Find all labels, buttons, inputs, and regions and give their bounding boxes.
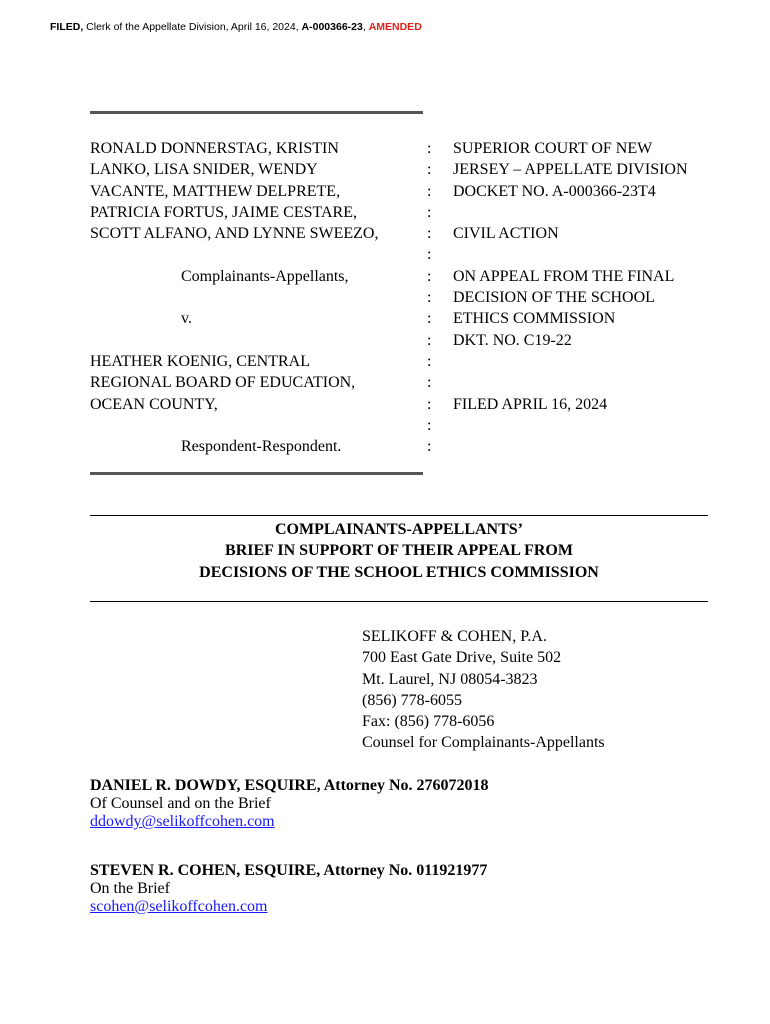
complainant-line: RONALD DONNERSTAG, KRISTIN	[90, 140, 339, 157]
caption-separator: :	[427, 289, 432, 307]
caption-separator: :	[427, 140, 432, 157]
appeal-line: ETHICS COMMISSION	[453, 310, 616, 328]
amended-status: AMENDED	[368, 21, 422, 33]
caption-separator: :	[427, 438, 432, 456]
court-line: SUPERIOR COURT OF NEW	[453, 140, 653, 157]
caption-separator: :	[427, 352, 432, 370]
caption-separator: :	[427, 331, 432, 349]
attorney-block	[90, 862, 487, 916]
caption-separator: :	[427, 225, 432, 243]
brief-title-line: COMPLAINANTS-APPELLANTS’	[274, 521, 523, 538]
filed-separator: ,	[362, 21, 369, 33]
court-line: JERSEY – APPELLATE DIVISION	[453, 161, 688, 179]
attorney-name: STEVEN R. COHEN, ESQUIRE, Attorney No. 011921977	[90, 862, 488, 879]
title-bottom-rule	[90, 601, 708, 602]
complainant-line: LANKO, LISA SNIDER, WENDY	[90, 161, 318, 179]
appeal-line: DECISION OF THE SCHOOL	[453, 289, 655, 307]
caption-separator: :	[427, 203, 432, 221]
firm-phone: (856) 778-6055	[362, 691, 462, 709]
complainant-line: PATRICIA FORTUS, JAIME CESTARE,	[90, 203, 357, 221]
caption-separator: :	[427, 246, 432, 264]
brief-title-line: BRIEF IN SUPPORT OF THEIR APPEAL FROM	[225, 542, 573, 560]
respondent-line: REGIONAL BOARD OF EDUCATION,	[90, 374, 356, 392]
firm-city: Mt. Laurel, NJ 08054-3823	[362, 670, 538, 688]
docket-number: DOCKET NO. A-000366-23T4	[453, 182, 656, 200]
attorney-block	[90, 777, 489, 831]
attorney-email-link[interactable]: ddowdy@selikoffcohen.com	[90, 813, 275, 830]
caption-top-rule	[90, 111, 423, 114]
firm-fax: Fax: (856) 778-6056	[362, 713, 495, 731]
brief-title-line: DECISIONS OF THE SCHOOL ETHICS COMMISSION	[199, 563, 599, 581]
caption-bottom-rule	[90, 472, 423, 475]
versus: v.	[181, 310, 192, 328]
caption-separator: :	[427, 310, 432, 328]
respondent-line: HEATHER KOENIG, CENTRAL	[90, 353, 310, 370]
firm-counsel-role: Counsel for Complainants-Appellants	[362, 734, 605, 752]
caption-separator-column	[427, 138, 439, 457]
attorney-role: On the Brief	[90, 880, 170, 897]
title-top-rule	[90, 515, 708, 516]
complainants-role: Complainants-Appellants,	[181, 267, 349, 285]
filed-date: FILED APRIL 16, 2024	[453, 395, 608, 413]
appeal-line: ON APPEAL FROM THE FINAL	[453, 267, 675, 285]
attorney-role: Of Counsel and on the Brief	[90, 795, 271, 812]
respondents-role: Respondent-Respondent.	[181, 438, 342, 456]
caption-separator: :	[427, 395, 432, 413]
caption-separator: :	[427, 161, 432, 179]
filed-docket-number: A-000366-23	[301, 21, 363, 33]
caption-separator: :	[427, 267, 432, 285]
caption-separator: :	[427, 182, 432, 200]
appeal-docket: DKT. NO. C19-22	[453, 331, 572, 349]
attorney-name: DANIEL R. DOWDY, ESQUIRE, Attorney No. 276072018	[90, 777, 489, 794]
firm-block	[362, 626, 605, 754]
respondent-line: OCEAN COUNTY,	[90, 395, 218, 413]
filed-stamp	[50, 21, 422, 33]
brief-title	[90, 519, 708, 583]
firm-name: SELIKOFF & COHEN, P.A.	[362, 628, 547, 645]
civil-action: CIVIL ACTION	[453, 225, 559, 243]
caption-separator: :	[427, 374, 432, 392]
attorney-email-link[interactable]: scohen@selikoffcohen.com	[90, 898, 268, 915]
caption-separator: :	[427, 416, 432, 434]
firm-address: 700 East Gate Drive, Suite 502	[362, 649, 562, 667]
filed-stamp-text: Clerk of the Appellate Division, April 16, 2024,	[83, 21, 302, 33]
complainant-line: VACANTE, MATTHEW DELPRETE,	[90, 182, 341, 200]
filed-label: FILED,	[50, 21, 84, 33]
complainant-line: SCOTT ALFANO, AND LYNNE SWEEZO,	[90, 225, 379, 243]
